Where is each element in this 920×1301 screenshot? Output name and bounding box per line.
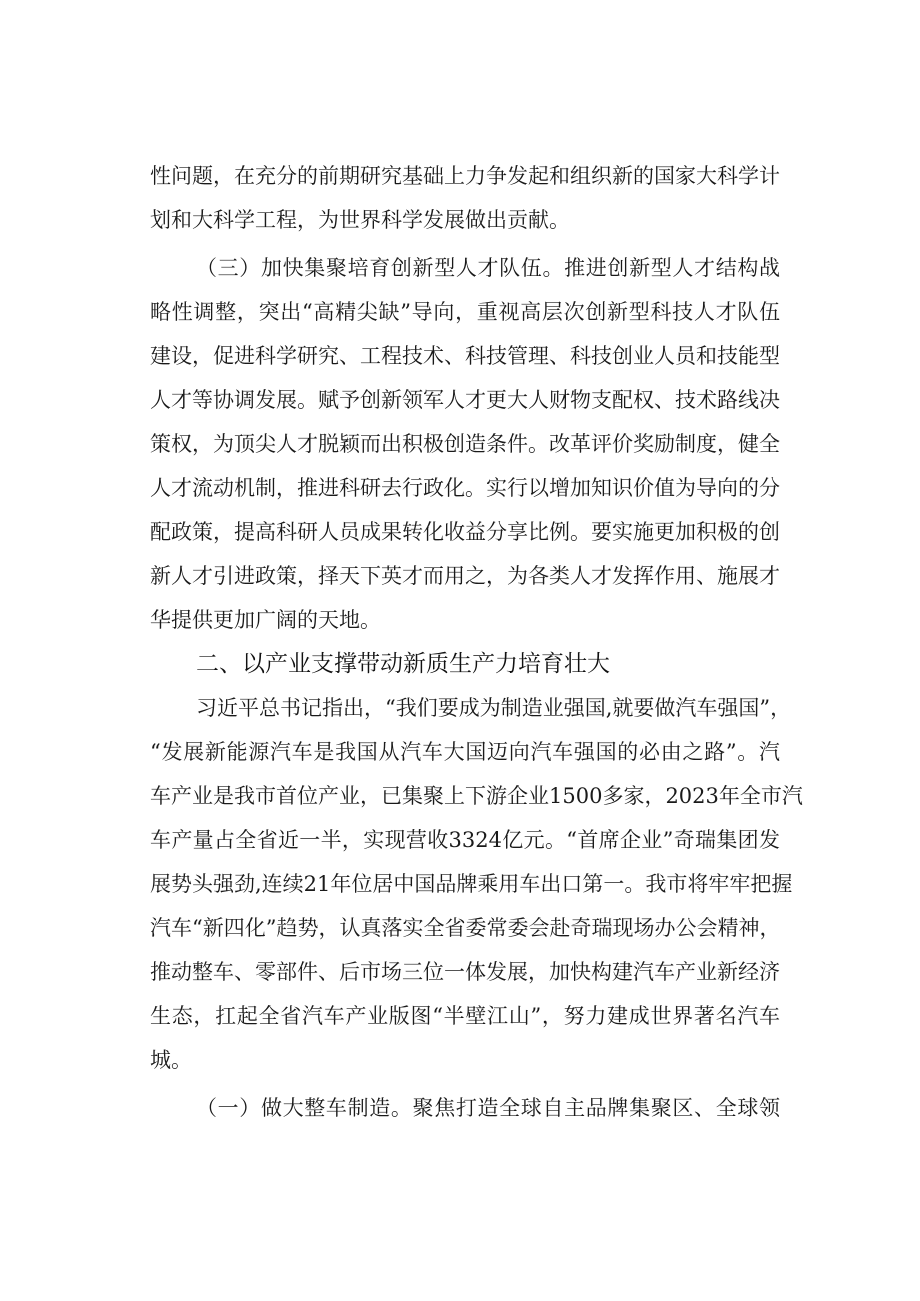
paragraph-line: 华提供更加广阔的天地。 <box>150 608 381 632</box>
paragraph-line: “发展新能源汽车是我国从汽车大国迈向汽车强国的必由之路”。汽 <box>150 740 780 764</box>
paragraph-line: 性问题，在充分的前期研究基础上力争发起和组织新的国家大科学计 <box>150 164 780 188</box>
section-heading: 二、以产业支撑带动新质生产力培育壮大 <box>196 651 610 677</box>
paragraph-line: 汽车“新四化”趋势，认真落实全省委常委会赴奇瑞现场办公会精神， <box>150 916 781 940</box>
paragraph-line: 生态，扛起全省汽车产业版图“半壁江山”，努力建成世界著名汽车 <box>150 1004 780 1028</box>
paragraph-line: 策权，为顶尖人才脱颖而出积极创造条件。改革评价奖励制度，健全 <box>150 432 780 456</box>
paragraph-line: 人才流动机制，推进科研去行政化。实行以增加知识价值为导向的分 <box>150 476 780 500</box>
paragraph-line: 人才等协调发展。赋予创新领军人才更大人财物支配权、技术路线决 <box>150 388 780 412</box>
paragraph-line: 展势头强劲,连续21年位居中国品牌乘用车出口第一。我市将牢牢把握 <box>150 872 793 896</box>
paragraph-line: 配政策，提高科研人员成果转化收益分享比例。要实施更加积极的创 <box>150 520 780 544</box>
paragraph-line: 车产量占全省近一半，实现营收3324亿元。“首席企业”奇瑞集团发 <box>150 828 780 852</box>
paragraph-line: （一）做大整车制造。聚焦打造全球自主品牌集聚区、全球领 <box>196 1096 780 1120</box>
paragraph-line: 新人才引进政策，择天下英才而用之，为各类人才发挥作用、施展才 <box>150 564 780 588</box>
paragraph-line: 车产业是我市首位产业，已集聚上下游企业1500多家，2023年全市汽 <box>150 784 803 808</box>
paragraph-line: 略性调整，突出“高精尖缺”导向，重视高层次创新型科技人才队伍 <box>150 300 780 324</box>
paragraph-line: （三）加快集聚培育创新型人才队伍。推进创新型人才结构战 <box>196 256 780 280</box>
paragraph-line: 习近平总书记指出，“我们要成为制造业强国,就要做汽车强国”， <box>196 696 792 720</box>
paragraph-line: 推动整车、零部件、后市场三位一体发展，加快构建汽车产业新经济 <box>150 960 780 984</box>
paragraph-line: 划和大科学工程，为世界科学发展做出贡献。 <box>150 208 570 232</box>
paragraph-line: 城。 <box>150 1048 192 1072</box>
paragraph-line: 建设，促进科学研究、工程技术、科技管理、科技创业人员和技能型 <box>150 344 780 368</box>
